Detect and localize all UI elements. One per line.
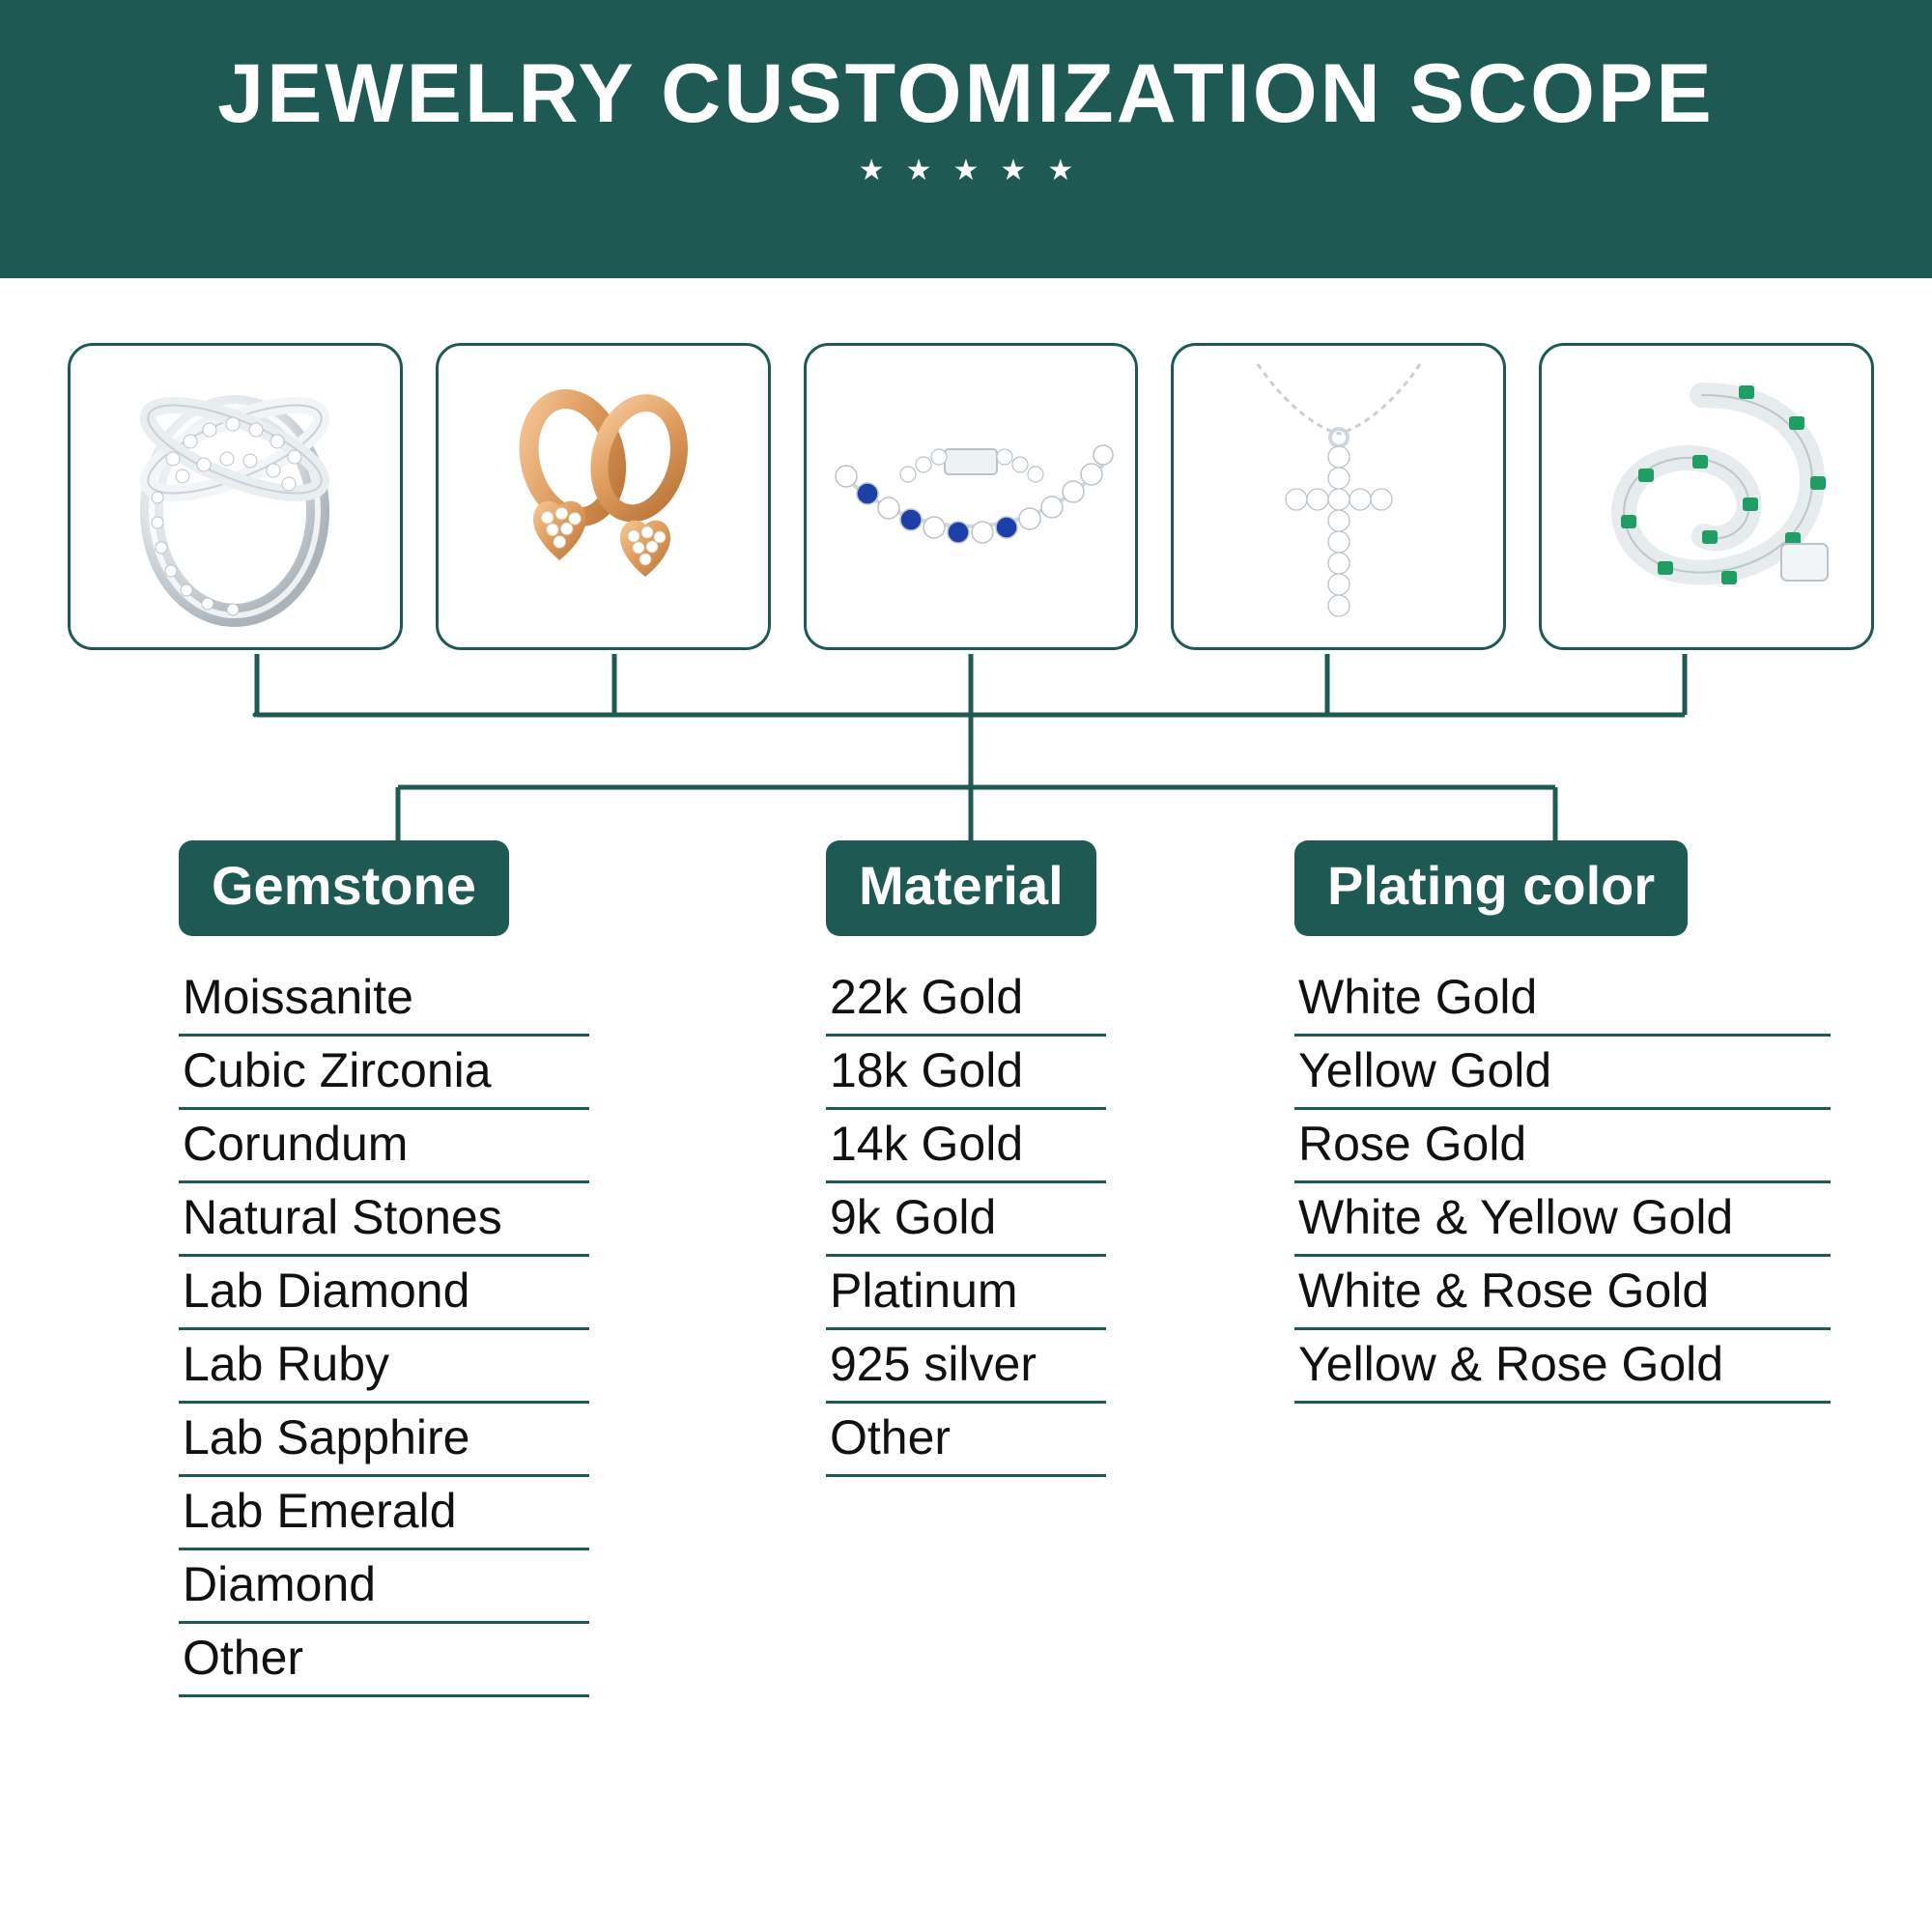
list-item[interactable]: Cubic Zirconia — [179, 1037, 589, 1110]
list-item[interactable]: White & Yellow Gold — [1294, 1183, 1831, 1257]
category-title-gemstone: Gemstone — [179, 840, 509, 936]
list-item[interactable]: Yellow & Rose Gold — [1294, 1330, 1831, 1404]
list-item[interactable]: 9k Gold — [826, 1183, 1106, 1257]
list-item[interactable]: Corundum — [179, 1110, 589, 1183]
list-item[interactable]: Yellow Gold — [1294, 1037, 1831, 1110]
list-item[interactable]: 925 silver — [826, 1330, 1106, 1404]
star-rating-decoration — [859, 156, 1074, 185]
list-item[interactable]: White & Rose Gold — [1294, 1257, 1831, 1330]
criss-cross-pave-ring-image — [90, 356, 380, 637]
list-item[interactable]: Natural Stones — [179, 1183, 589, 1257]
star-icon: ★ — [952, 155, 980, 187]
product-card-bracelet[interactable] — [804, 343, 1139, 650]
list-item[interactable]: Lab Emerald — [179, 1477, 589, 1550]
page-title: JEWELRY CUSTOMIZATION SCOPE — [217, 47, 1715, 140]
star-icon: ★ — [1047, 155, 1074, 187]
list-item[interactable]: 22k Gold — [826, 963, 1106, 1037]
list-item[interactable]: Other — [179, 1624, 589, 1697]
category-columns — [0, 840, 1932, 1903]
list-item[interactable]: Other — [826, 1404, 1106, 1477]
emerald-cuban-link-chain-image — [1557, 356, 1857, 637]
list-item[interactable]: Moissanite — [179, 963, 589, 1037]
list-item[interactable]: 18k Gold — [826, 1037, 1106, 1110]
category-title-material: Material — [826, 840, 1096, 936]
star-icon: ★ — [858, 155, 885, 187]
star-icon: ★ — [905, 155, 932, 187]
list-item[interactable]: Lab Diamond — [179, 1257, 589, 1330]
product-card-ring[interactable] — [68, 343, 403, 650]
product-card-row — [68, 343, 1874, 654]
list-item[interactable]: Lab Ruby — [179, 1330, 589, 1404]
product-card-necklace[interactable] — [1171, 343, 1506, 650]
list-item[interactable]: White Gold — [1294, 963, 1831, 1037]
product-card-earrings[interactable] — [436, 343, 771, 650]
sapphire-tennis-bracelet-image — [821, 356, 1121, 637]
star-icon: ★ — [1000, 155, 1027, 187]
category-plating-color — [1294, 840, 1845, 1419]
option-list-gemstone — [179, 963, 589, 1697]
category-title-plating-color: Plating color — [1294, 840, 1688, 936]
category-gemstone — [179, 840, 594, 1713]
option-list-material — [826, 963, 1106, 1477]
list-item[interactable]: Lab Sapphire — [179, 1404, 589, 1477]
heart-drop-huggie-earrings-image — [458, 356, 748, 637]
header-banner — [0, 0, 1932, 278]
product-card-cuban-chain[interactable] — [1539, 343, 1874, 650]
option-list-plating-color — [1294, 963, 1831, 1404]
list-item[interactable]: Diamond — [179, 1550, 589, 1624]
list-item[interactable]: 14k Gold — [826, 1110, 1106, 1183]
category-material — [826, 840, 1125, 1492]
cross-pendant-necklace-image — [1194, 356, 1484, 637]
list-item[interactable]: Rose Gold — [1294, 1110, 1831, 1183]
list-item[interactable]: Platinum — [826, 1257, 1106, 1330]
